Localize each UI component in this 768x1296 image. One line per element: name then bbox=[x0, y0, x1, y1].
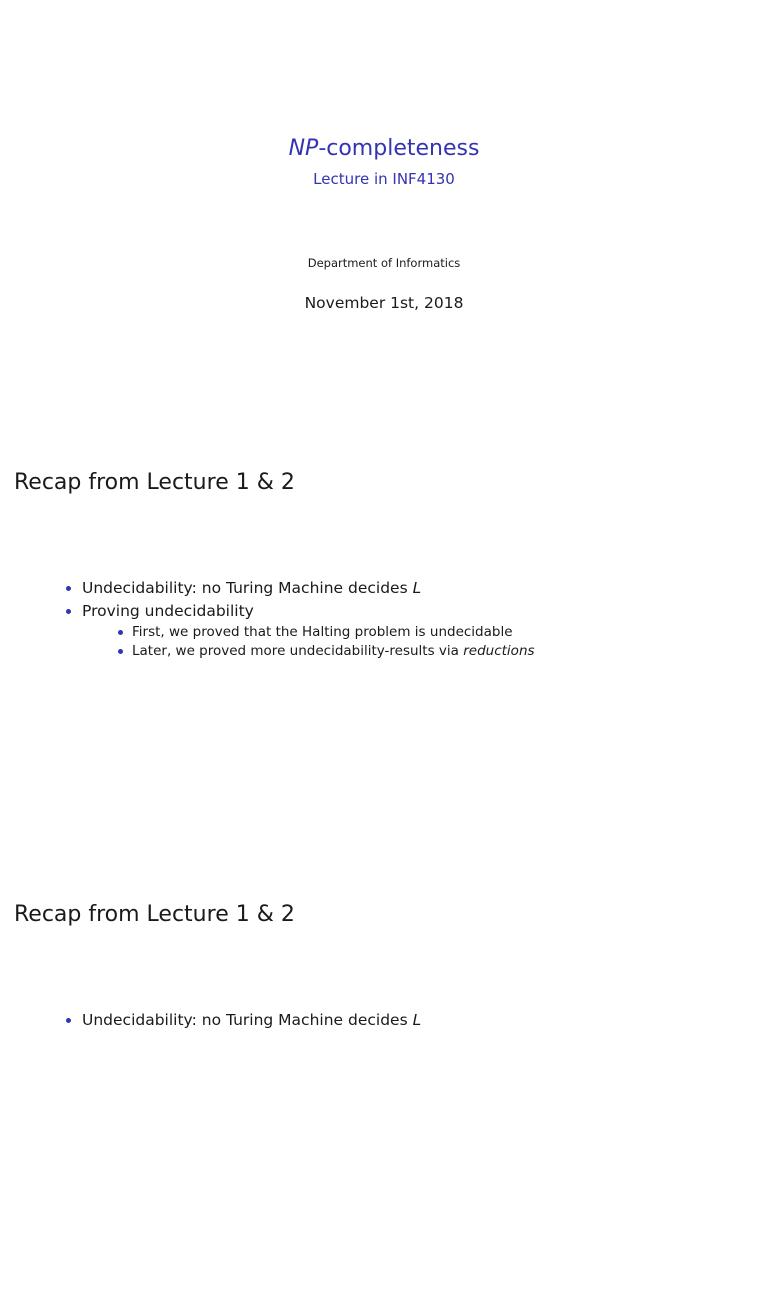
recap-slide bbox=[0, 432, 768, 864]
sub-list-item bbox=[116, 642, 535, 661]
sub-item-text: First, we proved that the Halting problem is undecidable bbox=[132, 624, 513, 640]
math-symbol: L bbox=[412, 1011, 422, 1029]
list-item bbox=[64, 1009, 421, 1032]
institute: Department of Informatics bbox=[307, 256, 461, 270]
recap-slide-repeat bbox=[0, 864, 768, 1296]
sub-list-item bbox=[116, 623, 535, 642]
bullet-list bbox=[64, 1009, 421, 1032]
list-item bbox=[64, 577, 535, 600]
bullet-list bbox=[64, 577, 535, 661]
list-item bbox=[64, 600, 535, 661]
frame-title: Recap from Lecture 1 & 2 bbox=[14, 902, 295, 927]
bullet-icon bbox=[66, 586, 71, 591]
frame-title: Recap from Lecture 1 & 2 bbox=[14, 470, 295, 495]
bullet-icon bbox=[66, 609, 71, 614]
title-np: NP bbox=[288, 136, 319, 161]
bullet-icon bbox=[118, 649, 123, 654]
math-symbol: L bbox=[412, 579, 422, 597]
presentation-date: November 1st, 2018 bbox=[304, 294, 464, 312]
item-text: Undecidability: no Turing Machine decides bbox=[82, 579, 413, 597]
bullet-icon bbox=[66, 1018, 71, 1023]
title-rest: -completeness bbox=[318, 136, 480, 161]
item-text: Proving undecidability bbox=[82, 602, 254, 620]
sub-item-text: Later, we proved more undecidability-results via bbox=[132, 643, 464, 659]
title-slide bbox=[0, 0, 768, 432]
bullet-icon bbox=[118, 630, 123, 635]
presentation-subtitle: Lecture in INF4130 bbox=[313, 170, 455, 188]
emphasis-text: reductions bbox=[463, 643, 535, 659]
sub-bullet-list bbox=[82, 623, 535, 661]
item-text: Undecidability: no Turing Machine decides bbox=[82, 1011, 413, 1029]
presentation-title bbox=[0, 136, 768, 161]
